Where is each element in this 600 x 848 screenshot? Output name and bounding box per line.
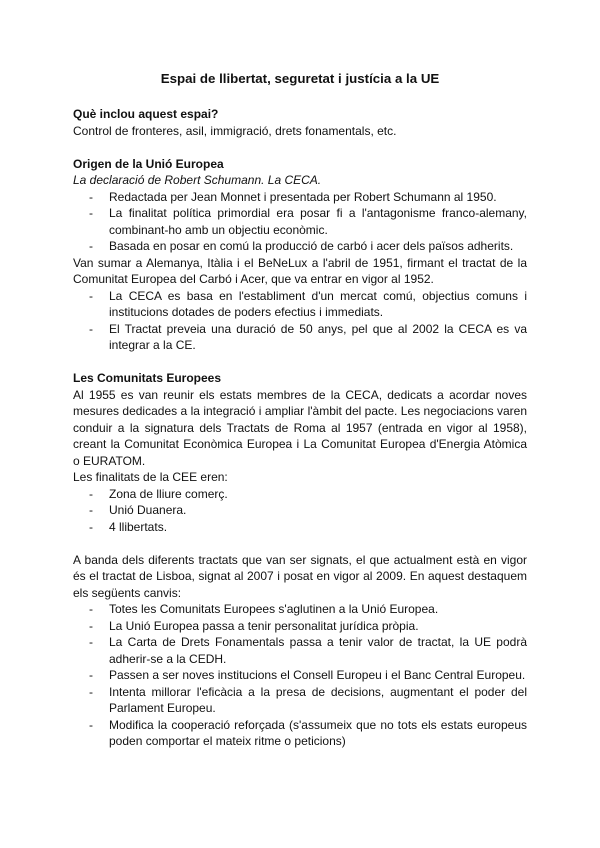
list-item: - La Carta de Drets Fonamentals passa a tenir valor de tractat, la UE podrà adherir-se a la CEDH. — [73, 634, 527, 667]
list-item: - Passen a ser noves institucions el Consell Europeu i el Banc Central Europeu. — [73, 667, 527, 684]
list-intro-communities: Les finalitats de la CEE eren: — [73, 470, 228, 484]
list-item: - Basada en posar en comú la producció de carbó i acer dels països adherits. — [73, 238, 527, 255]
list-item: - 4 llibertats. — [73, 519, 527, 536]
section-heading-communities: Les Comunitats Europees — [73, 371, 222, 385]
section-subtitle-origin: La declaració de Robert Schumann. La CECA. — [73, 173, 322, 187]
list-item: - Redactada per Jean Monnet i presentada per Robert Schumann al 1950. — [73, 189, 527, 206]
bullet-list-communities — [73, 486, 527, 536]
section-heading-scope: Què inclou aquest espai? — [73, 107, 219, 121]
list-item: - La finalitat política primordial era posar fi a l'antagonisme franco-alemany, combinant-ho amb un objectiu econòmic. — [73, 205, 527, 238]
bullet-list-lisbon — [73, 601, 527, 750]
paragraph-origin: Van sumar a Alemanya, Itàlia i el BeNeLux a l'abril de 1951, firmant el tractat de la Comunitat Europea del Carbó i Acer, que va entrar en vigor al 1952. — [73, 255, 527, 286]
list-item: - La Unió Europea passa a tenir personalitat jurídica pròpia. — [73, 618, 527, 635]
paragraph-communities: Al 1955 es van reunir els estats membres de la CECA, dedicats a acordar noves mesures dedicades a la integració i ampliar l'àmbit del pacte. Les negociacions varen conduir a la signatura dels Tractats de Roma al 1957 (entrada en vigor al 1958), creant la Comunitat Econòmica Europea i La Comunitat Europea d'Energia Atòmica o EURATOM. — [73, 387, 527, 468]
list-item: - La CECA es basa en l'establiment d'un mercat comú, objectius comuns i institucions dotades de poders efectius i immediats. — [73, 288, 527, 321]
list-item: - Intenta millorar l'eficàcia a la presa de decisions, augmentant el poder del Parlament Europeu. — [73, 684, 527, 717]
section-text-scope: Control de fronteres, asil, immigració, drets fonamentals, etc. — [73, 123, 397, 138]
document-title: Espai de llibertat, seguretat i justícia a la UE — [160, 71, 440, 86]
bullet-list-origin-a — [73, 189, 527, 255]
list-item: - Unió Duanera. — [73, 502, 527, 519]
list-item: - Totes les Comunitats Europees s'aglutinen a la Unió Europea. — [73, 601, 527, 618]
bullet-list-origin-b — [73, 288, 527, 354]
section-heading-origin: Origen de la Unió Europea — [73, 156, 224, 171]
list-item: - Zona de lliure comerç. — [73, 486, 527, 503]
paragraph-lisbon: A banda dels diferents tractats que van ser signats, el que actualment està en vigor és el tractat de Lisboa, signat al 2007 i posat en vigor al 2009. En aquest destaquem els següents canvis: — [73, 552, 527, 600]
list-item: - Modifica la cooperació reforçada (s'assumeix que no tots els estats europeus poden comportar el mateix ritme o peticions) — [73, 717, 527, 750]
list-item: - El Tractat preveia una duració de 50 anys, pel que al 2002 la CECA es va integrar a la CE. — [73, 321, 527, 354]
